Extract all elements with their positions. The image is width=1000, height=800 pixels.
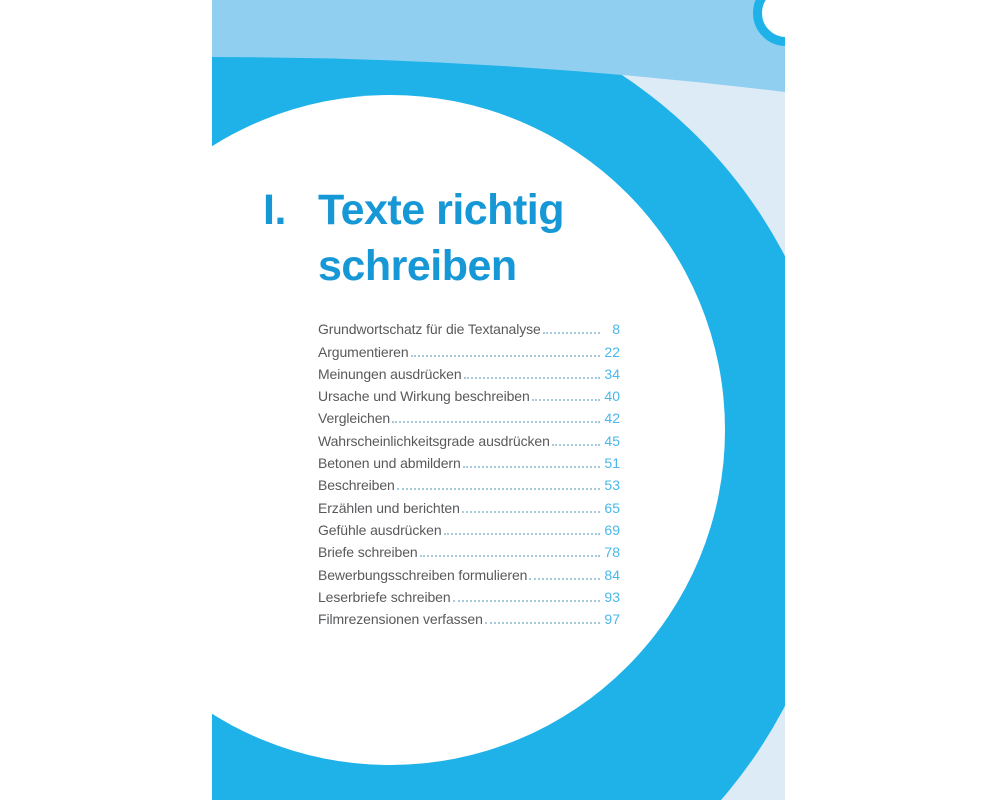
toc-page-number: 93 [604, 588, 620, 605]
toc-entry-label: Ursache und Wirkung beschreiben [318, 388, 530, 405]
toc-entry[interactable] [318, 518, 620, 540]
dot-leader [392, 421, 600, 423]
dot-leader [420, 555, 600, 557]
page-content-area [212, 0, 785, 800]
toc-page-number: 84 [604, 566, 620, 583]
dot-leader [453, 600, 600, 602]
toc-entry-label: Erzählen und berichten [318, 499, 460, 516]
dot-leader [462, 511, 600, 513]
chapter-title-text [318, 182, 564, 294]
toc-page-number: 8 [612, 321, 620, 338]
chapter-title-line2: schreiben [318, 242, 517, 290]
table-of-contents [318, 317, 620, 629]
toc-entry[interactable] [318, 317, 620, 339]
toc-entry[interactable] [318, 540, 620, 562]
toc-page-number: 40 [604, 388, 620, 405]
toc-entry[interactable] [318, 562, 620, 584]
toc-entry-label: Leserbriefe schreiben [318, 588, 451, 605]
chapter-title [263, 182, 564, 294]
toc-entry[interactable] [318, 451, 620, 473]
toc-entry-label: Bewerbungsschreiben formulieren [318, 566, 528, 583]
dot-leader [397, 488, 600, 490]
dot-leader [411, 355, 600, 357]
toc-entry-label: Vergleichen [318, 410, 391, 427]
toc-entry[interactable] [318, 339, 620, 361]
toc-page-number: 34 [604, 365, 620, 382]
toc-entry[interactable] [318, 384, 620, 406]
toc-page-number: 51 [604, 455, 620, 472]
toc-entry[interactable] [318, 428, 620, 450]
toc-entry[interactable] [318, 362, 620, 384]
chapter-title-line1: Texte richtig [318, 186, 564, 234]
toc-entry[interactable] [318, 607, 620, 629]
toc-page-number: 22 [604, 343, 620, 360]
dot-leader [529, 578, 600, 580]
toc-entry[interactable] [318, 495, 620, 517]
toc-entry-label: Meinungen ausdrücken [318, 365, 462, 382]
toc-entry-label: Wahrscheinlichkeitsgrade ausdrücken [318, 432, 550, 449]
toc-page-number: 42 [604, 410, 620, 427]
dot-leader [444, 533, 600, 535]
dot-leader [463, 466, 600, 468]
toc-entry-label: Filmrezensionen verfassen [318, 611, 483, 628]
dot-leader [485, 622, 600, 624]
chapter-number: I. [263, 186, 286, 234]
toc-entry[interactable] [318, 585, 620, 607]
toc-page-number: 97 [604, 611, 620, 628]
toc-entry-label: Gefühle ausdrücken [318, 521, 442, 538]
dot-leader [464, 377, 600, 379]
toc-entry[interactable] [318, 406, 620, 428]
toc-page-number: 78 [604, 544, 620, 561]
toc-page-number: 45 [604, 432, 620, 449]
toc-page-number: 53 [604, 477, 620, 494]
dot-leader [543, 332, 600, 334]
toc-entry-label: Briefe schreiben [318, 544, 418, 561]
toc-entry-label: Argumentieren [318, 343, 409, 360]
toc-entry-label: Betonen und abmildern [318, 455, 461, 472]
toc-page-number: 69 [604, 521, 620, 538]
toc-page-number: 65 [604, 499, 620, 516]
dot-leader [532, 399, 600, 401]
toc-entry-label: Beschreiben [318, 477, 395, 494]
toc-entry-label: Grundwortschatz für die Textanalyse [318, 321, 541, 338]
dot-leader [552, 444, 600, 446]
toc-entry[interactable] [318, 473, 620, 495]
